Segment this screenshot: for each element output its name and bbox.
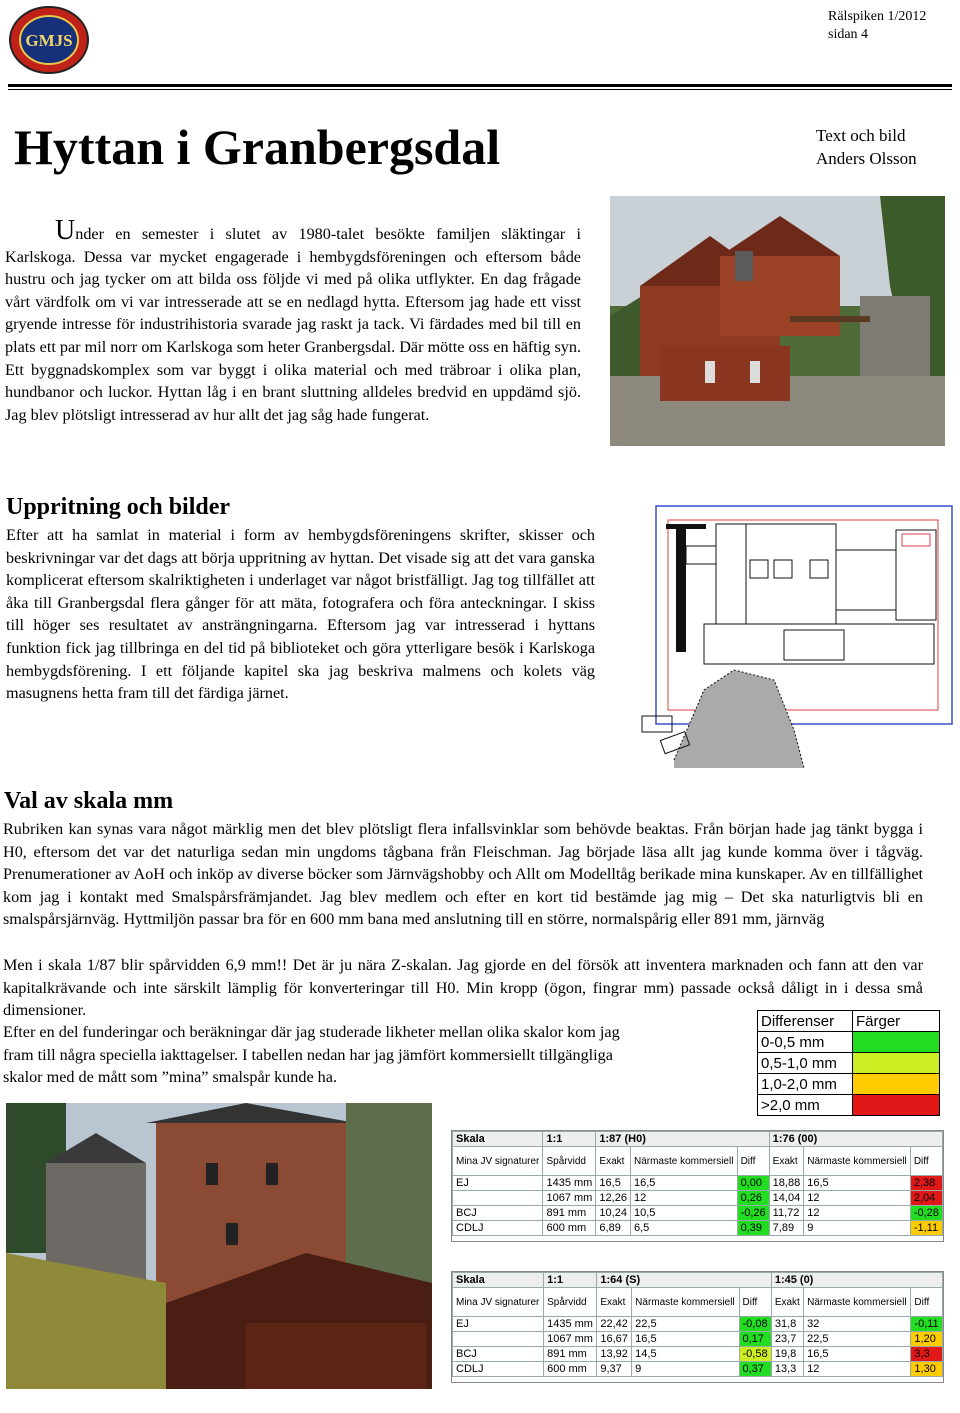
- table-cell: 13,92: [597, 1347, 632, 1362]
- table-subheader-cell: Närmaste kommersiell: [630, 1147, 737, 1176]
- furnace-photo-bottom: [6, 1103, 432, 1389]
- diff-cell: 3,3: [911, 1347, 943, 1362]
- table-row: [453, 1332, 943, 1347]
- diff-cell: -0,11: [911, 1317, 943, 1332]
- author-name: Anders Olsson: [816, 149, 917, 168]
- diff-cell: -0,26: [737, 1206, 769, 1221]
- page-header-info: [828, 8, 926, 44]
- table-cell: 14,04: [769, 1191, 804, 1206]
- table-cell: 12: [804, 1362, 911, 1377]
- table-cell: 22,5: [632, 1317, 739, 1332]
- table-cell: EJ: [453, 1317, 544, 1332]
- header-rule-thin: [8, 89, 952, 90]
- furnace-sketch: [634, 500, 960, 768]
- table-subheader-cell: Diff: [910, 1147, 942, 1176]
- diff-cell: -1,11: [910, 1221, 942, 1236]
- article-title: Hyttan i Granbergsdal: [14, 119, 501, 175]
- table-cell: 22,5: [804, 1332, 911, 1347]
- table-row: [453, 1206, 943, 1221]
- table-cell: 16,5: [632, 1332, 739, 1347]
- table-cell: 31,8: [771, 1317, 803, 1332]
- table-row: [453, 1362, 943, 1377]
- table-cell: 1435 mm: [543, 1176, 596, 1191]
- table-header-cell: 1:64 (S): [597, 1273, 771, 1288]
- section-scale-text-3: Efter en del funderingar och beräkningar där jag studerade likheter mellan olika skalor kom jag fram till några speciella iakttagelser. I tabellen nedan har jag jämfört kommersiellt tillgängliga skalor med de mått som ”mina” smalspår kunde ha.: [3, 1023, 620, 1087]
- table-cell: 10,24: [596, 1206, 631, 1221]
- table-cell: 12: [804, 1206, 911, 1221]
- table-cell: 23,7: [771, 1332, 803, 1347]
- header-rule: [8, 84, 952, 87]
- table-subheader-cell: Närmaste kommersiell: [804, 1147, 911, 1176]
- table-subheader-cell: Spårvidd: [544, 1288, 597, 1317]
- table-header-cell: 1:87 (H0): [596, 1132, 769, 1147]
- table-subheader-cell: Mina JV signaturer: [453, 1288, 544, 1317]
- table-header-cell: 1:76 (00): [769, 1132, 942, 1147]
- table-row: [453, 1221, 943, 1236]
- table-cell: 16,5: [630, 1176, 737, 1191]
- table-cell: 9,37: [597, 1362, 632, 1377]
- table-cell: BCJ: [453, 1206, 543, 1221]
- table-subheader-cell: Spårvidd: [543, 1147, 596, 1176]
- table-subheader-cell: Exakt: [771, 1288, 803, 1317]
- club-logo: [8, 4, 90, 74]
- table-cell: 600 mm: [544, 1362, 597, 1377]
- logo-text: GMJS: [25, 31, 73, 50]
- table-cell: 12,26: [596, 1191, 631, 1206]
- table-subheader-cell: Diff: [739, 1288, 771, 1317]
- legend-swatch: [853, 1074, 940, 1095]
- drop-cap: U: [55, 215, 76, 246]
- diff-cell: 1,30: [911, 1362, 943, 1377]
- table-cell: 1435 mm: [544, 1317, 597, 1332]
- table-header-cell: 1:1: [544, 1273, 597, 1288]
- table-cell: 11,72: [769, 1206, 804, 1221]
- legend-swatch: [853, 1032, 940, 1053]
- publication-name: Rälspiken 1/2012: [828, 9, 927, 24]
- diff-cell: 0,26: [737, 1191, 769, 1206]
- diff-cell: 2,04: [910, 1191, 942, 1206]
- table-header-cell: Skala: [453, 1132, 543, 1147]
- table-cell: 10,5: [630, 1206, 737, 1221]
- table-cell: 14,5: [632, 1347, 739, 1362]
- table-cell: 891 mm: [544, 1347, 597, 1362]
- section-drawings-text: Efter att ha samlat in material i form av hembygdsföreningens skrifter, skisser och beskrivningar var det dags att börja uppritning av hyttan. Det visade sig att det vara ganska komplicerat eftersom skalriktigheten i underlaget var något bristfälligt. Jag tog tillfället att åka till Granbergsdal flera gånger för att mäta, fotografera och föra anteckningar. I skiss till höger ses resultatet av ansträngningarna. Eftersom jag var intresserad i hyttans funktion fick jag tillbringa en del tid på biblioteket och göra ytterligare besök i Karlskoga hembygdsförening. I ett följande kapitel ska jag beskriva malmens och kolets väg masugnens hetta fram till det färdiga järnet.: [6, 526, 595, 703]
- table-subheader-cell: Exakt: [596, 1147, 631, 1176]
- diff-cell: -0,58: [739, 1347, 771, 1362]
- scale-table-s-0: [451, 1271, 944, 1383]
- table-cell: CDLJ: [453, 1362, 544, 1377]
- table-cell: 1067 mm: [543, 1191, 596, 1206]
- section-heading-drawings: Uppritning och bilder: [6, 494, 231, 520]
- table-cell: 22,42: [597, 1317, 632, 1332]
- table-cell: 16,5: [804, 1347, 911, 1362]
- table-header-cell: 1:1: [543, 1132, 596, 1147]
- table-cell: 18,88: [769, 1176, 804, 1191]
- credit-line: Text och bild: [816, 126, 906, 145]
- table-cell: 9: [804, 1221, 911, 1236]
- section-scale-text-2: Men i skala 1/87 blir spårvidden 6,9 mm!! Det är ju nära Z-skalan. Jag gjorde en del försök att inventera marknaden och fann att den var kapitalkrävande och inte särskilt lämplig för konverteringar till H0. Min kropp (ögon, fingrar mm) passade också dåligt in i dessa små dimensioner.: [3, 956, 923, 1020]
- table-cell: 891 mm: [543, 1206, 596, 1221]
- scale-table-h0-00: [451, 1130, 944, 1242]
- legend-label: >2,0 mm: [758, 1095, 853, 1116]
- table-cell: 32: [804, 1317, 911, 1332]
- table-row: [453, 1191, 943, 1206]
- intro-paragraph: [5, 215, 581, 426]
- table-cell: 16,5: [596, 1176, 631, 1191]
- diff-cell: -0,08: [739, 1317, 771, 1332]
- section-scale-text-1: Rubriken kan synas vara något märklig men det blev plötsligt flera infallsvinklar som behövde beaktas. Från början hade jag tänkt bygga i H0, eftersom det var det naturliga sedan min ungdoms tågbana från Fleischman. Jag började läsa allt jag kunde komma över i tågväg. Prenumerationer av AoH och inköp av diverse böcker som Järnvägshobby och Allt om Modelltåg berikade mina kunskaper. Av en tillfällighet kom jag i kontakt med Smalspårsfrämjandet. Jag blev medlem och efter en kort tid bestämde jag mig – Det ska naturligtvis bli en smalspårsjärnväg. Hyttmiljön passar bra för en 600 mm bana med anslutning till en större, normalspårig eller 891 mm, järnväg: [3, 820, 923, 929]
- table-subheader-cell: Närmaste kommersiell: [804, 1288, 911, 1317]
- section-heading-scale: Val av skala mm: [4, 788, 174, 814]
- page-number: sidan 4: [828, 27, 869, 42]
- legend-header-diff: Differenser: [758, 1011, 853, 1032]
- legend-swatch: [853, 1053, 940, 1074]
- table-cell: 6,89: [596, 1221, 631, 1236]
- table-row: [453, 1176, 943, 1191]
- table-cell: 1067 mm: [544, 1332, 597, 1347]
- legend-header-colors: Färger: [853, 1011, 940, 1032]
- legend-swatch: [853, 1095, 940, 1116]
- table-subheader-cell: Närmaste kommersiell: [632, 1288, 739, 1317]
- diff-cell: 1,20: [911, 1332, 943, 1347]
- table-cell: 16,5: [804, 1176, 911, 1191]
- legend-label: 1,0-2,0 mm: [758, 1074, 853, 1095]
- table-row: [453, 1317, 943, 1332]
- furnace-photo: [610, 196, 945, 446]
- diff-cell: 0,37: [739, 1362, 771, 1377]
- table-subheader-cell: Diff: [911, 1288, 943, 1317]
- legend-label: 0-0,5 mm: [758, 1032, 853, 1053]
- table-cell: 13,3: [771, 1362, 803, 1377]
- table-header-cell: Skala: [453, 1273, 544, 1288]
- table-cell: 6,5: [630, 1221, 737, 1236]
- article-credit: [816, 124, 917, 170]
- table-row: [453, 1347, 943, 1362]
- diff-cell: 0,00: [737, 1176, 769, 1191]
- table-subheader-cell: Exakt: [769, 1147, 804, 1176]
- table-cell: CDLJ: [453, 1221, 543, 1236]
- table-cell: [453, 1191, 543, 1206]
- table-header-cell: 1:45 (0): [771, 1273, 942, 1288]
- table-subheader-cell: Mina JV signaturer: [453, 1147, 543, 1176]
- intro-text: nder en semester i slutet av 1980-talet besökte familjen släktingar i Karlskoga. Dessa var mycket engagerade i hembygdsföreningen och eftersom både hustru och jag tycker om att bilda oss följde vi med på olika utflykter. En dag frågade vårt värdfolk om vi var intresserade att se en nedlagd hytta. Eftersom jag hade ett visst gryende intresse för industrihistoria svarade jag raskt ja tack. Vi färdades med bil till en plats ett par mil norr om Karlskoga som heter Granbergsdal. Där mötte oss en häftig syn. Ett byggnadskomplex som var byggt i olika material och med träbroar i olika plan, hundbanor och luckor. Hyttan låg i en brant sluttning alldeles bredvid en uppdämd sjö. Jag blev plötsligt intresserad av hur allt det jag såg hade fungerat.: [5, 225, 581, 424]
- table-cell: 600 mm: [543, 1221, 596, 1236]
- table-cell: EJ: [453, 1176, 543, 1191]
- table-cell: 12: [630, 1191, 737, 1206]
- table-cell: 7,89: [769, 1221, 804, 1236]
- table-cell: 9: [632, 1362, 739, 1377]
- table-subheader-cell: Exakt: [597, 1288, 632, 1317]
- table-subheader-cell: Diff: [737, 1147, 769, 1176]
- table-cell: 12: [804, 1191, 911, 1206]
- diff-cell: 0,39: [737, 1221, 769, 1236]
- table-cell: [453, 1332, 544, 1347]
- color-legend: [757, 1010, 940, 1116]
- diff-cell: 2,38: [910, 1176, 942, 1191]
- table-cell: 16,67: [597, 1332, 632, 1347]
- table-cell: 19,8: [771, 1347, 803, 1362]
- diff-cell: 0,17: [739, 1332, 771, 1347]
- table-cell: BCJ: [453, 1347, 544, 1362]
- diff-cell: -0,28: [910, 1206, 942, 1221]
- legend-label: 0,5-1,0 mm: [758, 1053, 853, 1074]
